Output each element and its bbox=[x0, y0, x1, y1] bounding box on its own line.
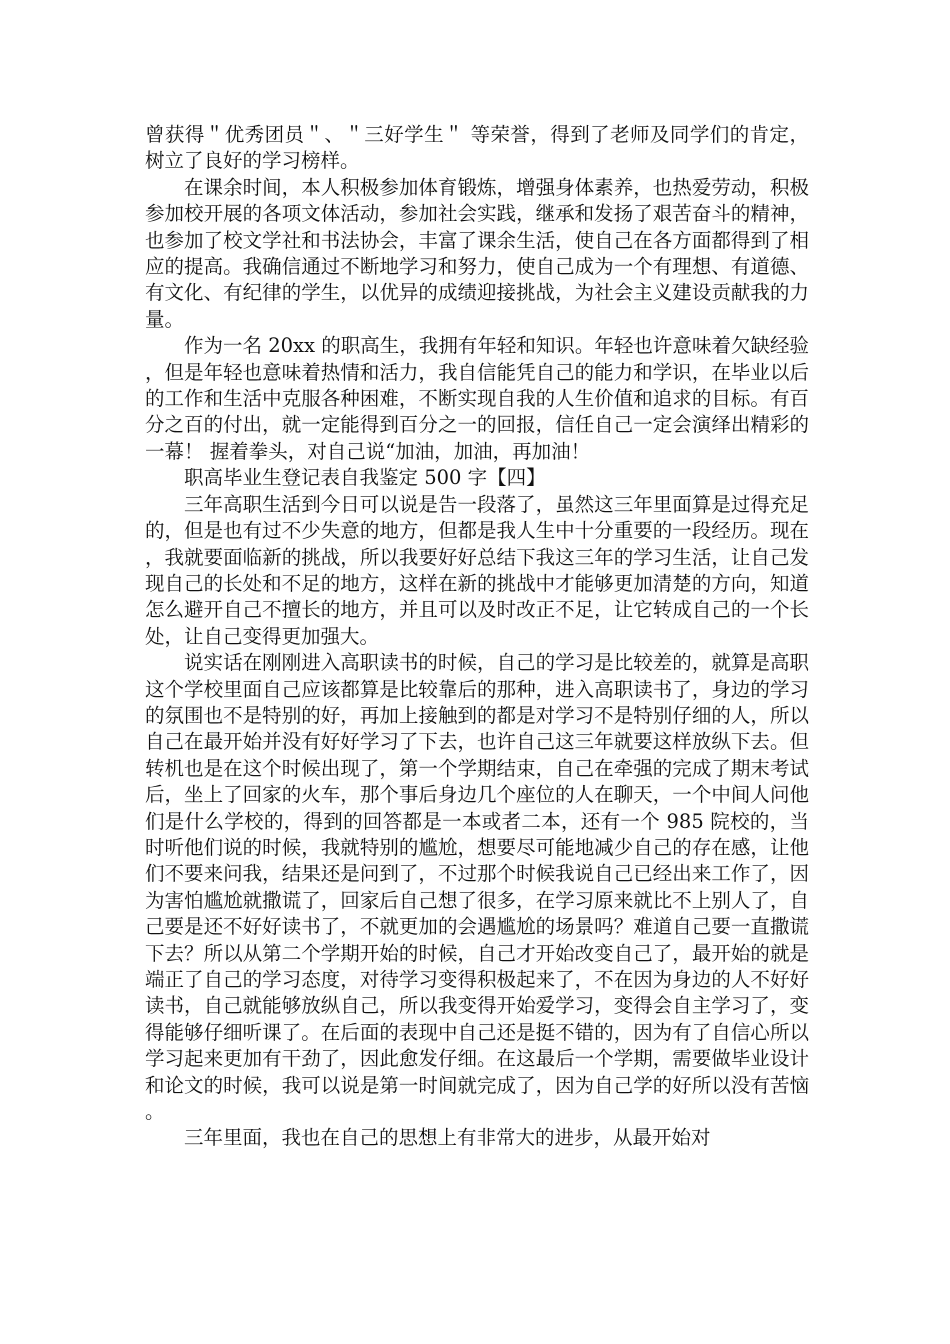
paragraph-three-years: 三年高职生活到今日可以说是告一段落了，虽然这三年里面算是过得充足的，但是也有过不少失意的地方，但都是我人生中十分重要的一段经历。现在，我就要面临新的挑战，所以我要好好总结下我这三年的学习生活，让自己发现自己的长处和不足的地方，这样在新的挑战中才能够更加清楚的方向，知道怎么避开自己不擅长的地方，并且可以及时改正不足，让它转成自己的一个长处，让自己变得更加强大。 bbox=[145, 492, 809, 648]
paragraph-thought-progress: 三年里面，我也在自己的思想上有非常大的进步，从最开始对 bbox=[184, 1126, 711, 1150]
paragraph-honest-story: 说实话在刚刚进入高职读书的时候，自己的学习是比较差的，就算是高职这个学校里面自己应该都算是比较靠后的那种，进入高职读书了，身边的学习的氛围也不是特别的好，再加上接触到的都是对学习不是特别仔细的人，所以自己在最开始并没有好好学习了下去，也许自己这三年就要这样放纵下去。但转机也是在这个时候出现了，第一个学期结束，自己在牵强的完成了期末考试后，坐上了回家的火车，那个事后身边几个座位的人在聊天，一个中间人问他们是什么学校的，得到的回答都是一本或者二本，还有一个 985 院校的，当时听他们说的时候，我就特别的尴尬，想要尽可能地减少自己的存在感，让他们不要来问我，结果还是问到了，不过那个时候我说自己已经出来工作了，因为害怕尴尬就撒谎了，回家后自己想了很多，在学习原来就比不上别人了，自己要是还不好好读书了，不就更加的会遇尴尬的场景吗？难道自己要一直撒谎下去？所以从第二个学期开始的时候，自己才开始改变自己了，最开始的就是端正了自己的学习态度，对待学习变得积极起来了，不在因为身边的人不好好读书，自己就能够放纵自己，所以我变得开始爱学习，变得会自主学习了，变得能够仔细听课了。在后面的表现中自己还是挺不错的，因为有了自信心所以学习起来更加有干劲了，因此愈发仔细。在这最后一个学期，需要做毕业设计和论文的时候，我可以说是第一时间就完成了，因为自己学的好所以没有苦恼。 bbox=[145, 651, 809, 1124]
document-page bbox=[145, 122, 809, 1152]
section-heading: 职高毕业生登记表自我鉴定 500 字【四】 bbox=[184, 466, 546, 490]
paragraph-confidence: 作为一名 20xx 的职高生，我拥有年轻和知识。年轻也许意味着欠缺经验，但是年轻也意味着热情和活力，我自信能凭自己的能力和学识，在毕业以后的工作和生活中克服各种困难，不断实现自我的人生价值和追求的目标。有百分之百的付出，就一定能得到百分之一的回报，信任自己一定会演绎出精彩的一幕！ 握着拳头，对自己说“加油，加油，再加油！ bbox=[145, 334, 809, 463]
paragraph-continued: 曾获得＂优秀团员＂、＂三好学生＂ 等荣誉，得到了老师及同学们的肯定，树立了良好的学习榜样。 bbox=[145, 123, 809, 173]
paragraph-extracurricular: 在课余时间，本人积极参加体育锻炼，增强身体素养，也热爱劳动，积极参加校开展的各项文体活动，参加社会实践，继承和发扬了艰苦奋斗的精神，也参加了校文学社和书法协会，丰富了课余生活，使自己在各方面都得到了相应的提高。我确信通过不断地学习和努力，使自己成为一个有理想、有道德、有文化、有纪律的学生，以优异的成绩迎接挑战，为社会主义建设贡献我的力量。 bbox=[145, 175, 809, 331]
